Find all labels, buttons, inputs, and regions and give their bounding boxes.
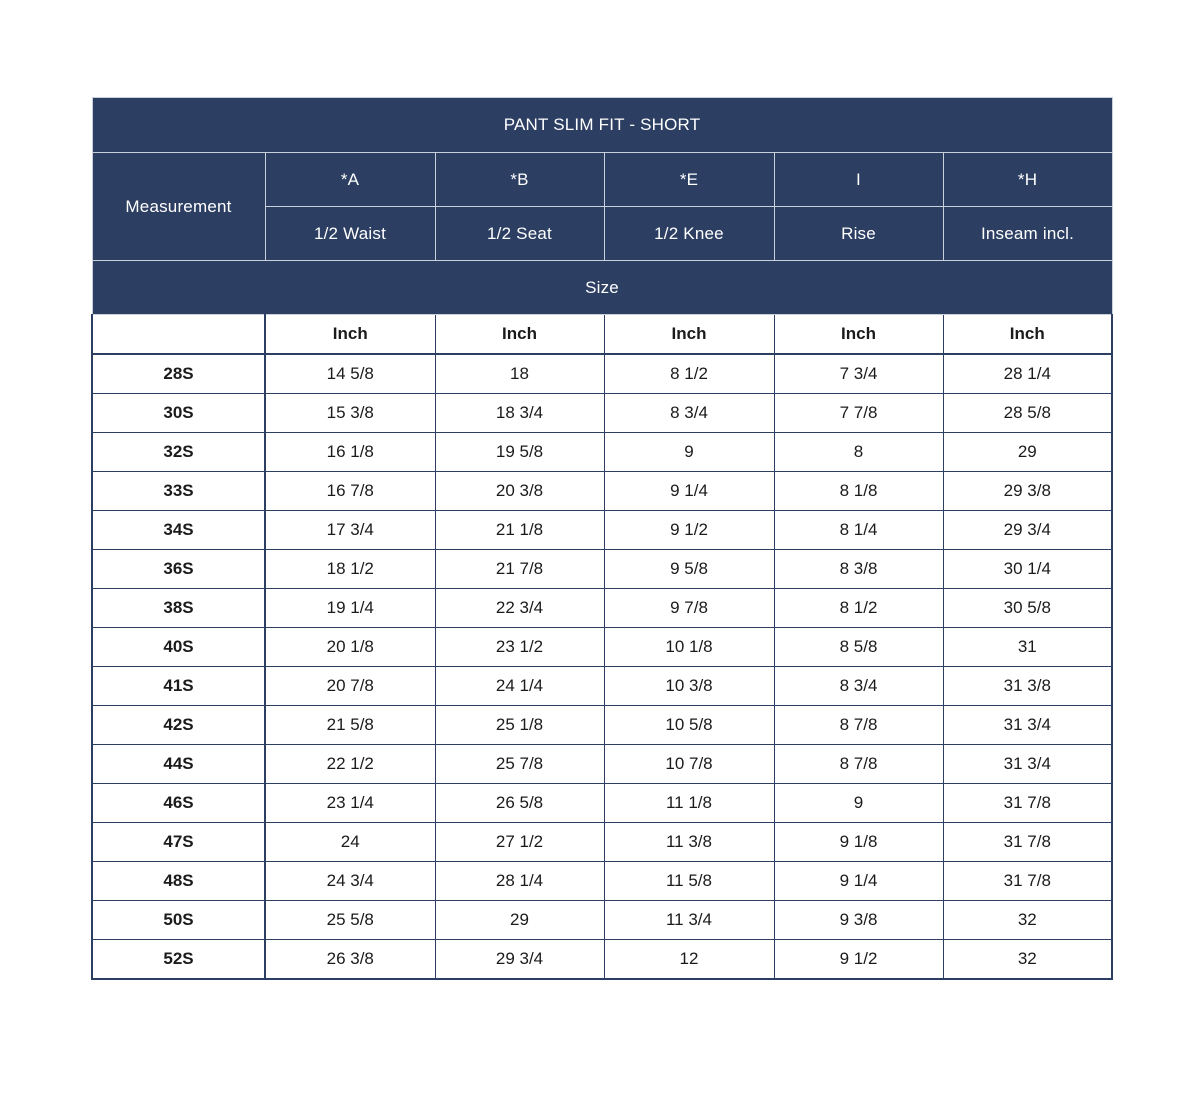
size-cell: 50S [92, 901, 265, 940]
value-cell: 9 1/4 [774, 862, 943, 901]
value-cell: 16 1/8 [265, 433, 435, 472]
value-cell: 11 1/8 [604, 784, 774, 823]
value-cell: 9 7/8 [604, 589, 774, 628]
value-cell: 10 7/8 [604, 745, 774, 784]
size-cell: 36S [92, 550, 265, 589]
size-cell: 52S [92, 940, 265, 980]
value-cell: 15 3/8 [265, 394, 435, 433]
table-row [92, 394, 1112, 433]
value-cell: 10 3/8 [604, 667, 774, 706]
value-cell: 24 3/4 [265, 862, 435, 901]
unit-cell-empty [92, 315, 265, 355]
table-row [92, 472, 1112, 511]
value-cell: 20 7/8 [265, 667, 435, 706]
value-cell: 20 1/8 [265, 628, 435, 667]
column-code-knee: *E [604, 153, 774, 207]
value-cell: 18 3/4 [435, 394, 604, 433]
value-cell: 32 [943, 901, 1112, 940]
value-cell: 25 7/8 [435, 745, 604, 784]
value-cell: 9 [774, 784, 943, 823]
size-cell: 32S [92, 433, 265, 472]
value-cell: 19 1/4 [265, 589, 435, 628]
unit-row [92, 315, 1112, 355]
value-cell: 8 3/8 [774, 550, 943, 589]
value-cell: 11 3/8 [604, 823, 774, 862]
size-cell: 46S [92, 784, 265, 823]
value-cell: 11 5/8 [604, 862, 774, 901]
value-cell: 7 3/4 [774, 354, 943, 394]
size-cell: 30S [92, 394, 265, 433]
size-cell: 28S [92, 354, 265, 394]
value-cell: 31 7/8 [943, 784, 1112, 823]
value-cell: 9 1/2 [774, 940, 943, 980]
value-cell: 9 1/8 [774, 823, 943, 862]
size-chart-table [91, 97, 1113, 980]
size-header: Size [92, 261, 1112, 315]
table-row [92, 901, 1112, 940]
value-cell: 8 1/8 [774, 472, 943, 511]
value-cell: 28 1/4 [943, 354, 1112, 394]
value-cell: 11 3/4 [604, 901, 774, 940]
value-cell: 17 3/4 [265, 511, 435, 550]
size-cell: 47S [92, 823, 265, 862]
value-cell: 29 [435, 901, 604, 940]
value-cell: 29 3/4 [943, 511, 1112, 550]
table-row [92, 511, 1112, 550]
table-row [92, 706, 1112, 745]
value-cell: 25 1/8 [435, 706, 604, 745]
table-row [92, 433, 1112, 472]
size-cell: 33S [92, 472, 265, 511]
value-cell: 21 1/8 [435, 511, 604, 550]
value-cell: 31 7/8 [943, 862, 1112, 901]
value-cell: 31 [943, 628, 1112, 667]
value-cell: 9 1/4 [604, 472, 774, 511]
value-cell: 28 1/4 [435, 862, 604, 901]
unit-cell: Inch [604, 315, 774, 355]
size-cell: 38S [92, 589, 265, 628]
value-cell: 27 1/2 [435, 823, 604, 862]
value-cell: 8 3/4 [774, 667, 943, 706]
value-cell: 26 5/8 [435, 784, 604, 823]
column-name-knee: 1/2 Knee [604, 207, 774, 261]
value-cell: 29 [943, 433, 1112, 472]
value-cell: 8 1/2 [604, 354, 774, 394]
value-cell: 9 [604, 433, 774, 472]
value-cell: 9 3/8 [774, 901, 943, 940]
column-code-waist: *A [265, 153, 435, 207]
table-row [92, 784, 1112, 823]
unit-cell: Inch [943, 315, 1112, 355]
value-cell: 8 [774, 433, 943, 472]
table-row [92, 550, 1112, 589]
table-row [92, 667, 1112, 706]
value-cell: 29 3/8 [943, 472, 1112, 511]
value-cell: 8 7/8 [774, 745, 943, 784]
value-cell: 18 1/2 [265, 550, 435, 589]
value-cell: 31 3/8 [943, 667, 1112, 706]
size-cell: 40S [92, 628, 265, 667]
value-cell: 22 1/2 [265, 745, 435, 784]
value-cell: 23 1/4 [265, 784, 435, 823]
value-cell: 24 [265, 823, 435, 862]
value-cell: 30 5/8 [943, 589, 1112, 628]
table-row [92, 862, 1112, 901]
column-name-waist: 1/2 Waist [265, 207, 435, 261]
column-name-rise: Rise [774, 207, 943, 261]
table-row [92, 589, 1112, 628]
value-cell: 8 7/8 [774, 706, 943, 745]
table-body [92, 315, 1112, 980]
column-code-inseam: *H [943, 153, 1112, 207]
table-row [92, 628, 1112, 667]
unit-cell: Inch [774, 315, 943, 355]
size-cell: 48S [92, 862, 265, 901]
value-cell: 25 5/8 [265, 901, 435, 940]
value-cell: 28 5/8 [943, 394, 1112, 433]
value-cell: 8 3/4 [604, 394, 774, 433]
value-cell: 7 7/8 [774, 394, 943, 433]
value-cell: 31 3/4 [943, 745, 1112, 784]
column-code-rise: I [774, 153, 943, 207]
value-cell: 31 7/8 [943, 823, 1112, 862]
column-name-inseam: Inseam incl. [943, 207, 1112, 261]
value-cell: 9 1/2 [604, 511, 774, 550]
value-cell: 16 7/8 [265, 472, 435, 511]
table-row [92, 940, 1112, 980]
value-cell: 9 5/8 [604, 550, 774, 589]
table-row [92, 354, 1112, 394]
size-cell: 41S [92, 667, 265, 706]
measurement-header: Measurement [92, 153, 265, 261]
value-cell: 14 5/8 [265, 354, 435, 394]
value-cell: 8 1/4 [774, 511, 943, 550]
value-cell: 26 3/8 [265, 940, 435, 980]
value-cell: 30 1/4 [943, 550, 1112, 589]
value-cell: 21 5/8 [265, 706, 435, 745]
size-cell: 42S [92, 706, 265, 745]
value-cell: 18 [435, 354, 604, 394]
table-row [92, 745, 1112, 784]
unit-cell: Inch [265, 315, 435, 355]
size-cell: 34S [92, 511, 265, 550]
value-cell: 8 5/8 [774, 628, 943, 667]
value-cell: 21 7/8 [435, 550, 604, 589]
value-cell: 8 1/2 [774, 589, 943, 628]
value-cell: 32 [943, 940, 1112, 980]
unit-cell: Inch [435, 315, 604, 355]
column-code-seat: *B [435, 153, 604, 207]
table-title: PANT SLIM FIT - SHORT [92, 98, 1112, 153]
value-cell: 10 1/8 [604, 628, 774, 667]
table-row [92, 823, 1112, 862]
size-cell: 44S [92, 745, 265, 784]
value-cell: 10 5/8 [604, 706, 774, 745]
value-cell: 19 5/8 [435, 433, 604, 472]
value-cell: 23 1/2 [435, 628, 604, 667]
value-cell: 31 3/4 [943, 706, 1112, 745]
column-name-seat: 1/2 Seat [435, 207, 604, 261]
value-cell: 29 3/4 [435, 940, 604, 980]
value-cell: 12 [604, 940, 774, 980]
value-cell: 24 1/4 [435, 667, 604, 706]
value-cell: 20 3/8 [435, 472, 604, 511]
value-cell: 22 3/4 [435, 589, 604, 628]
